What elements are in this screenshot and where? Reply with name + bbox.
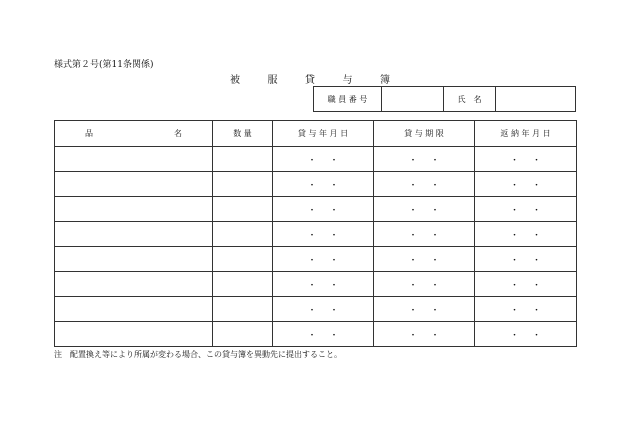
header-loan-date: 貸 与 年 月 日 (273, 121, 374, 147)
item-name-cell[interactable] (55, 222, 213, 247)
date-separator: ・ (430, 280, 440, 291)
table-row (55, 297, 577, 322)
name-field[interactable] (496, 87, 576, 112)
date-separator: ・ (430, 255, 440, 266)
date-separator: ・ (430, 155, 440, 166)
date-separator: ・ (509, 180, 519, 191)
date-separator: ・ (329, 230, 339, 241)
date-separator: ・ (329, 280, 339, 291)
title-char: 与 (342, 75, 353, 86)
return-date-cell[interactable] (475, 322, 577, 347)
date-separator: ・ (408, 155, 418, 166)
loan-date-cell[interactable] (273, 172, 374, 197)
table-row (55, 172, 577, 197)
loan-period-cell[interactable] (374, 247, 475, 272)
date-separator: ・ (408, 180, 418, 191)
loan-period-cell[interactable] (374, 197, 475, 222)
table-header-row (55, 121, 577, 147)
table-row (55, 272, 577, 297)
loan-date-cell[interactable] (273, 272, 374, 297)
table-row (55, 147, 577, 172)
date-separator: ・ (430, 305, 440, 316)
date-separator: ・ (509, 230, 519, 241)
date-separator: ・ (307, 330, 317, 341)
loan-record-table (54, 120, 577, 347)
return-date-cell[interactable] (475, 197, 577, 222)
item-name-cell[interactable] (55, 197, 213, 222)
loan-date-cell[interactable] (273, 297, 374, 322)
return-date-cell[interactable] (475, 247, 577, 272)
date-separator: ・ (329, 205, 339, 216)
item-name-cell[interactable] (55, 172, 213, 197)
footnote: 注 配置換え等により所属が変わる場合、この貸与簿を異動先に提出すること。 (54, 350, 342, 359)
return-date-cell[interactable] (475, 222, 577, 247)
date-separator: ・ (408, 230, 418, 241)
header-item-name-char: 名 (174, 129, 182, 138)
date-separator: ・ (329, 255, 339, 266)
date-separator: ・ (307, 230, 317, 241)
header-return-date: 返 納 年 月 日 (475, 121, 577, 147)
return-date-cell[interactable] (475, 172, 577, 197)
date-separator: ・ (329, 180, 339, 191)
quantity-cell[interactable] (213, 272, 273, 297)
title-char: 貸 (305, 75, 315, 86)
date-separator: ・ (329, 330, 339, 341)
return-date-cell[interactable] (475, 147, 577, 172)
loan-period-cell[interactable] (374, 147, 475, 172)
loan-date-cell[interactable] (273, 147, 374, 172)
staff-info-table (313, 86, 576, 112)
date-separator: ・ (408, 205, 418, 216)
date-separator: ・ (531, 330, 541, 341)
date-separator: ・ (531, 155, 541, 166)
date-separator: ・ (408, 305, 418, 316)
title-char: 被 (230, 75, 240, 86)
form-number: 様式第２号(第11条関係) (54, 60, 154, 70)
loan-period-cell[interactable] (374, 322, 475, 347)
date-separator: ・ (509, 280, 519, 291)
date-separator: ・ (307, 205, 317, 216)
date-separator: ・ (307, 280, 317, 291)
loan-period-cell[interactable] (374, 297, 475, 322)
date-separator: ・ (329, 155, 339, 166)
date-separator: ・ (509, 205, 519, 216)
table-row (55, 197, 577, 222)
date-separator: ・ (509, 305, 519, 316)
date-separator: ・ (509, 155, 519, 166)
quantity-cell[interactable] (213, 197, 273, 222)
loan-period-cell[interactable] (374, 222, 475, 247)
date-separator: ・ (430, 330, 440, 341)
header-quantity: 数 量 (213, 121, 273, 147)
loan-period-cell[interactable] (374, 172, 475, 197)
quantity-cell[interactable] (213, 222, 273, 247)
date-separator: ・ (430, 180, 440, 191)
document-title (230, 71, 390, 86)
date-separator: ・ (531, 180, 541, 191)
table-row (55, 247, 577, 272)
return-date-cell[interactable] (475, 297, 577, 322)
quantity-cell[interactable] (213, 147, 273, 172)
header-loan-period: 貸 与 期 限 (374, 121, 475, 147)
date-separator: ・ (509, 255, 519, 266)
date-separator: ・ (430, 205, 440, 216)
date-separator: ・ (408, 255, 418, 266)
date-separator: ・ (509, 330, 519, 341)
header-item-name (55, 121, 213, 147)
date-separator: ・ (307, 255, 317, 266)
item-name-cell[interactable] (55, 247, 213, 272)
header-item-name-char: 品 (85, 129, 93, 138)
date-separator: ・ (531, 230, 541, 241)
date-separator: ・ (408, 330, 418, 341)
item-name-cell[interactable] (55, 322, 213, 347)
date-separator: ・ (329, 305, 339, 316)
item-name-cell[interactable] (55, 147, 213, 172)
title-char: 服 (267, 75, 278, 86)
item-name-cell[interactable] (55, 272, 213, 297)
quantity-cell[interactable] (213, 247, 273, 272)
loan-period-cell[interactable] (374, 272, 475, 297)
quantity-cell[interactable] (213, 172, 273, 197)
date-separator: ・ (408, 280, 418, 291)
date-separator: ・ (307, 155, 317, 166)
date-separator: ・ (430, 230, 440, 241)
name-label: 氏 名 (444, 87, 496, 112)
date-separator: ・ (307, 180, 317, 191)
table-row (55, 222, 577, 247)
loan-date-cell[interactable] (273, 197, 374, 222)
table-row (55, 322, 577, 347)
loan-date-cell[interactable] (273, 322, 374, 347)
loan-date-cell[interactable] (273, 247, 374, 272)
staff-number-label: 職 員 番 号 (314, 87, 382, 112)
date-separator: ・ (531, 305, 541, 316)
loan-date-cell[interactable] (273, 222, 374, 247)
title-char: 簿 (380, 75, 390, 86)
item-name-cell[interactable] (55, 297, 213, 322)
date-separator: ・ (531, 255, 541, 266)
quantity-cell[interactable] (213, 322, 273, 347)
date-separator: ・ (531, 205, 541, 216)
date-separator: ・ (531, 280, 541, 291)
date-separator: ・ (307, 305, 317, 316)
quantity-cell[interactable] (213, 297, 273, 322)
staff-number-field[interactable] (382, 87, 444, 112)
return-date-cell[interactable] (475, 272, 577, 297)
